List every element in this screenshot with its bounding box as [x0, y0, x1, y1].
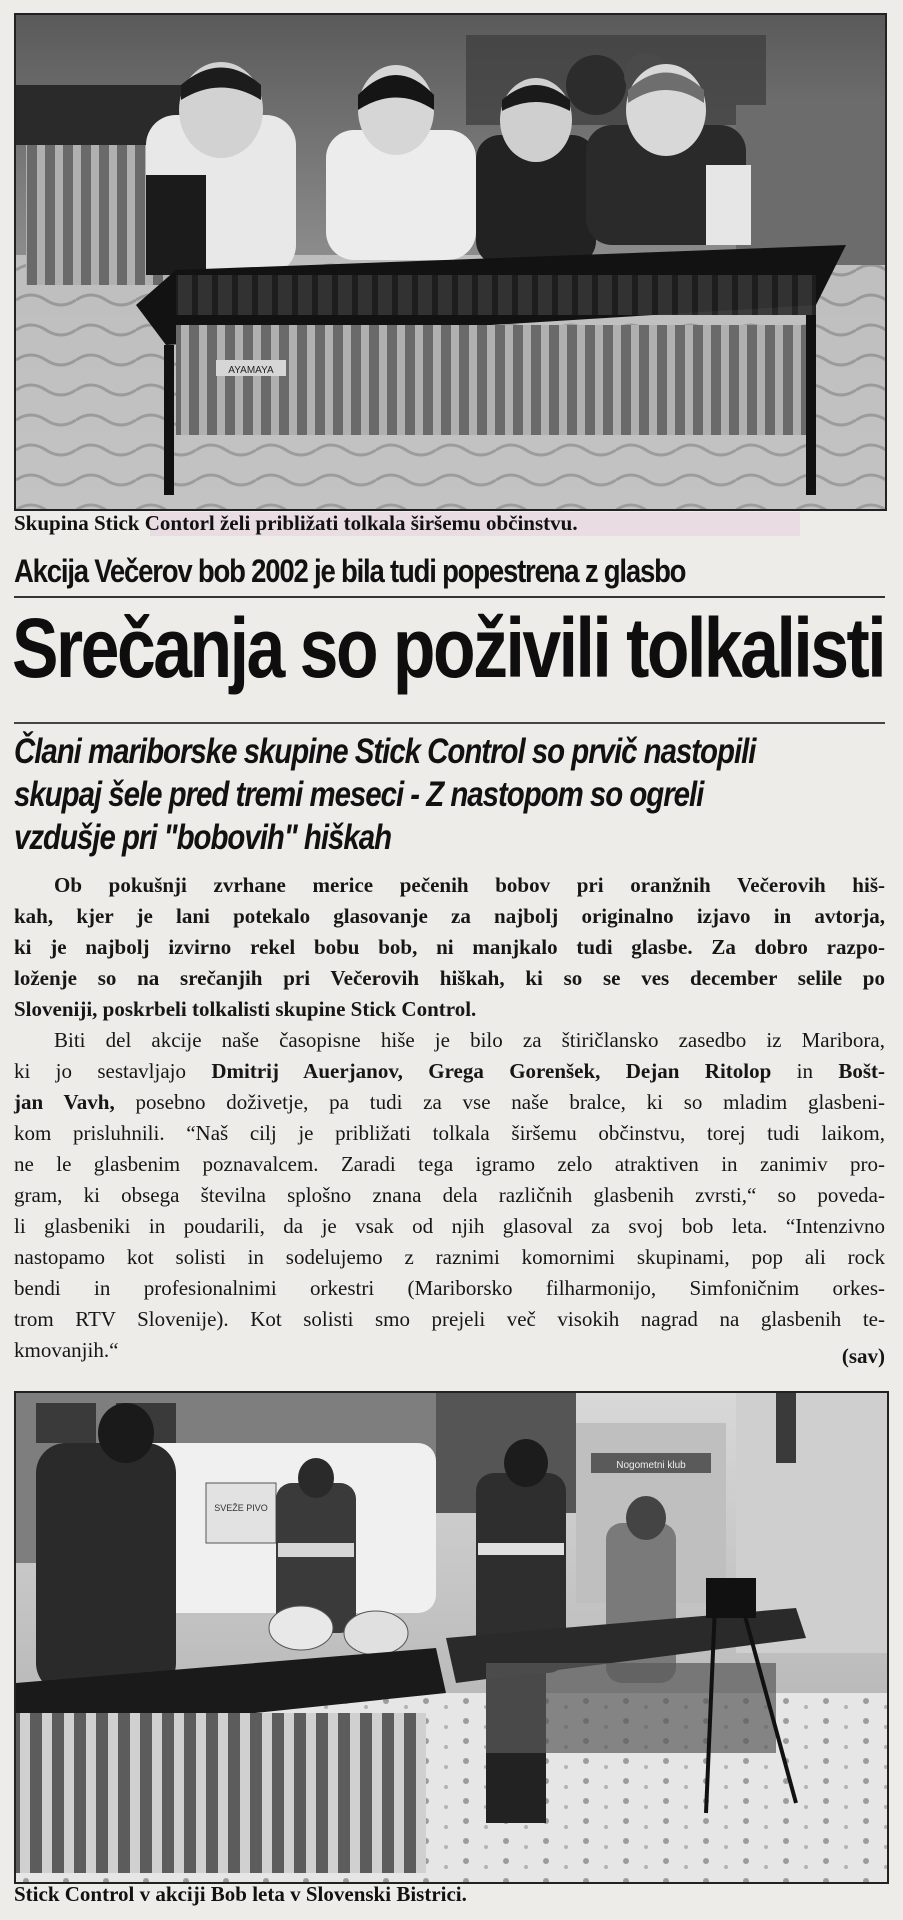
person-name: jan Vavh, [14, 1090, 115, 1114]
band-photo-image [16, 15, 885, 509]
body-line: gram, ki obsega številna splošno znana dela različnih glasbenih zvrsti,“ so poveda- [14, 1183, 885, 1207]
body-line: ki je najbolj izvirno rekel bobu bob, ni manjkalo tudi glasbe. Za dobro razpo- [14, 935, 885, 959]
body-line: Ob pokušnji zvrhane merice pečenih bobov pri oranžnih Večerovih hiš- [54, 873, 885, 897]
photo2-caption: Stick Control v akciji Bob leta v Slovenski Bistrici. [14, 1882, 467, 1906]
body-line [14, 1056, 885, 1087]
body-text-run: in [771, 1059, 839, 1083]
body-line: kah, kjer je lani potekalo glasovanje za najbolj originalno izjavo in avtorja, [14, 904, 885, 928]
subheadline [14, 730, 846, 859]
person-names: Dmitrij Auerjanov, Grega Gorenšek, Dejan Ritolop [211, 1059, 772, 1083]
shop-sign: Nogometni klub [616, 1460, 686, 1471]
person-name: Bošt- [838, 1059, 885, 1083]
subhead-line: Člani mariborske skupine Stick Control so prvič nastopili [14, 732, 756, 771]
body-line: nastopamo kot solisti in sodelujemo z raznimi komornimi skupinami, pop ali rock [14, 1245, 885, 1269]
street-performance-photo [14, 1391, 889, 1884]
street-performance-image [16, 1393, 887, 1882]
subhead-line: vzdušje pri "bobovih" hiškah [14, 818, 392, 857]
headline: Srečanja so poživili tolkalisti [12, 601, 885, 695]
subhead-line: skupaj šele pred tremi meseci - Z nastopom so ogreli [14, 775, 704, 814]
author-signature: (sav) [841, 1344, 885, 1368]
body-line: bendi in profesionalnimi orkestri (Mariborsko filharmonijo, Simfoničnim orkes- [14, 1276, 885, 1300]
van-sign: SVEŽE PIVO [214, 1503, 268, 1513]
body-line: Sloveniji, poskrbeli tolkalisti skupine Stick Control. [14, 997, 477, 1021]
body-text-run: posebno doživetje, pa tudi za vse naše bralce, ki so mladim glasbeni- [114, 1090, 885, 1114]
instrument-brand-label: AYAMAYA [228, 365, 274, 376]
body-line: loženje so na srečanjih pri Večerovih hiškah, ki so se ves december selile po [14, 966, 885, 990]
band-photo [14, 13, 887, 511]
photo1-caption: Skupina Stick Contorl želi približati tolkala širšemu občinstvu. [14, 511, 578, 535]
body-line: li glasbeniki in poudarili, da je vsak od njih glasoval za svoj bob leta. “Intenzivno [14, 1214, 885, 1238]
kicker: Akcija Večerov bob 2002 je bila tudi popestrena z glasbo [14, 553, 686, 589]
body-line: kom prisluhnili. “Naš cilj je približati tolkala širšemu občinstvu, torej tudi laikom, [14, 1121, 885, 1145]
body-text-run: ki jo sestavljajo [14, 1059, 212, 1083]
body-line: kmovanjih.“ [14, 1338, 119, 1362]
kicker-rule [14, 596, 885, 598]
headline-rule [14, 722, 885, 724]
body-line [14, 1087, 885, 1118]
body-line: Biti del akcije naše časopisne hiše je bilo za štiričlansko zasedbo iz Maribora, [54, 1028, 885, 1052]
body-line: ne le glasbenim poznavalcem. Zaradi tega igramo zelo atraktiven in zanimiv pro- [14, 1152, 885, 1176]
article-body [14, 870, 885, 1366]
body-line: trom RTV Slovenije). Kot solisti smo prejeli več visokih nagrad na glasbenih te- [14, 1307, 885, 1331]
